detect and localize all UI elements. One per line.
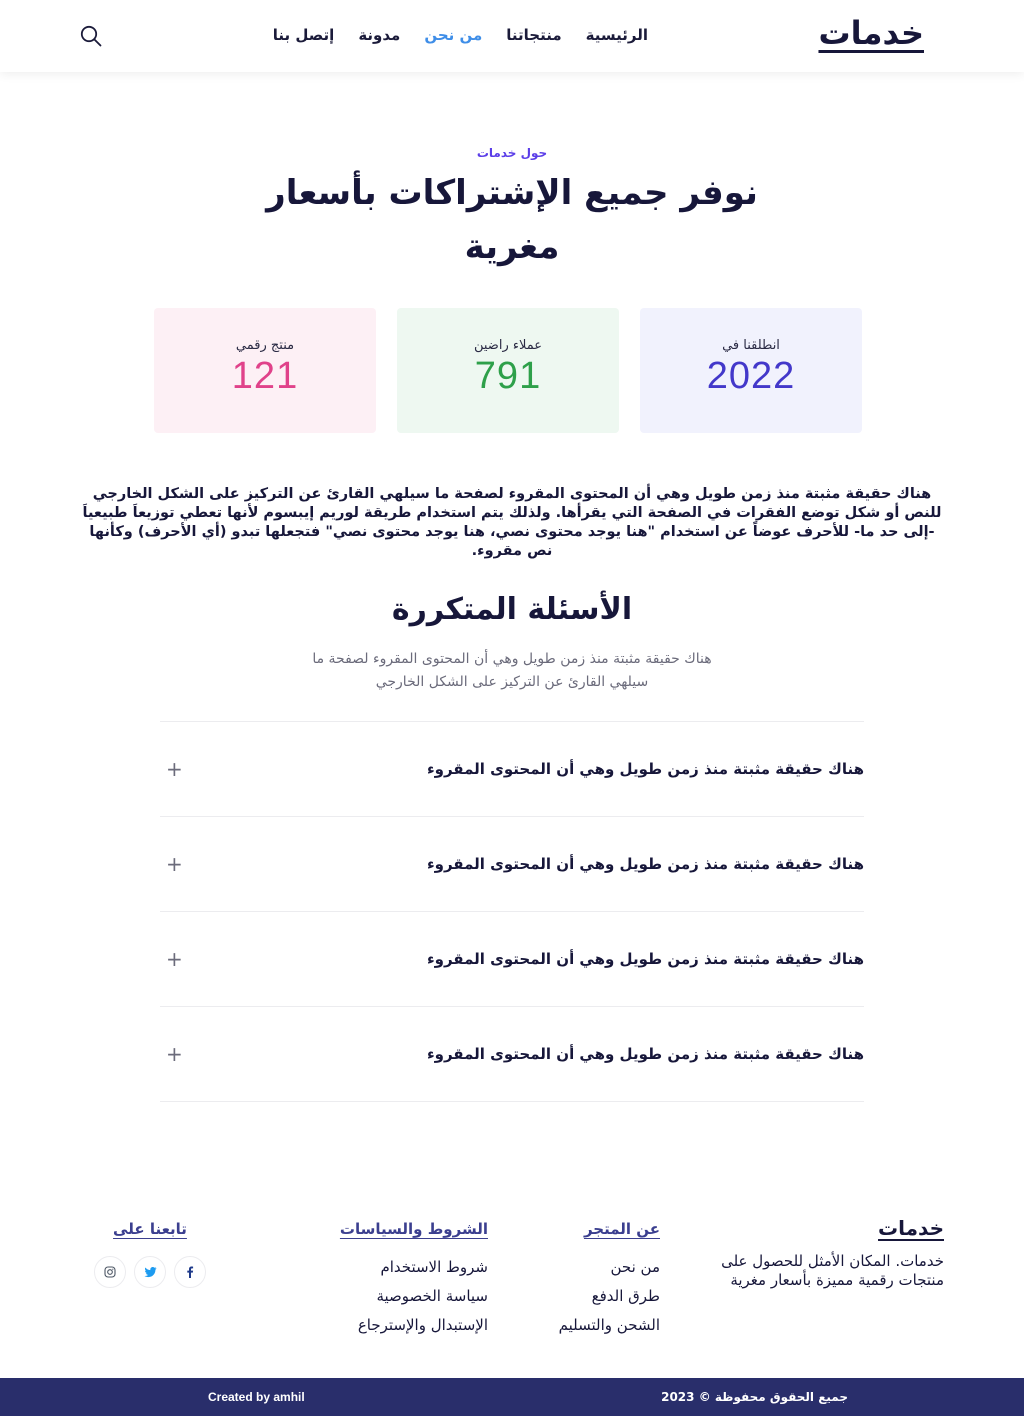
section-eyebrow: حول خدمات xyxy=(476,146,548,160)
instagram-icon[interactable] xyxy=(94,1256,126,1288)
nav-item-home[interactable]: الرئيسية xyxy=(585,26,648,44)
faq-question: هناك حقيقة مثبتة منذ زمن طويل وهي أن المحتوى المقروء xyxy=(426,855,864,873)
stat-card-products xyxy=(154,308,376,433)
main-nav xyxy=(273,26,648,44)
copyright-text: جميع الحقوق محفوظة © 2023 xyxy=(661,1390,848,1404)
site-header xyxy=(0,0,1024,72)
footer-link-payment[interactable]: طرق الدفع xyxy=(591,1287,660,1305)
facebook-icon[interactable] xyxy=(174,1256,206,1288)
footer-link-privacy[interactable]: سياسة الخصوصية xyxy=(376,1287,488,1305)
footer-brand xyxy=(714,1216,944,1290)
stat-value: 121 xyxy=(231,355,299,397)
footer-link-returns[interactable]: الإستبدال والإسترجاع xyxy=(357,1316,488,1334)
footer-column-title: الشروط والسياسات xyxy=(339,1220,488,1238)
search-icon[interactable] xyxy=(80,25,102,47)
faq-item[interactable] xyxy=(160,817,864,912)
nav-item-products[interactable]: منتجاتنا xyxy=(506,26,562,44)
footer-bottom-bar xyxy=(0,1378,1024,1416)
plus-icon[interactable]: + xyxy=(166,757,183,781)
nav-item-contact[interactable]: إتصل بنا xyxy=(272,26,335,44)
faq-question: هناك حقيقة مثبتة منذ زمن طويل وهي أن المحتوى المقروء xyxy=(426,760,864,778)
site-logo[interactable]: خدمات xyxy=(818,14,924,52)
footer-column-follow xyxy=(94,1220,206,1288)
footer-link-terms-of-use[interactable]: شروط الاستخدام xyxy=(380,1258,488,1276)
stat-card-founded xyxy=(640,308,862,433)
faq-item[interactable] xyxy=(160,1007,864,1102)
faq-title: الأسئلة المتكررة xyxy=(391,592,633,627)
stats-row xyxy=(154,308,862,433)
faq-item[interactable] xyxy=(160,912,864,1007)
footer-description: خدمات. المكان الأمثل للحصول على منتجات رقمية مميزة بأسعار مغرية xyxy=(721,1252,944,1289)
faq-question: هناك حقيقة مثبتة منذ زمن طويل وهي أن المحتوى المقروء xyxy=(426,1045,864,1063)
social-links xyxy=(94,1256,206,1288)
intro-paragraph: هناك حقيقة مثبتة منذ زمن طويل وهي أن المحتوى المقروء لصفحة ما سيلهي القارئ عن التركيز على الشكل الخارجي للنص أو شكل توضع الفقرات في الصفحة التي يقرأها. ولذلك يتم استخدام طريقة لوريم إيبسوم لأنها تعطي توزيعاَ طبيعياَ -إلى حد ما- للأحرف عوضاً عن استخدام "هنا يوجد محتوى نصي، هنا يوجد محتوى نصي" فتجعلها تبدو (أي الأحرف) وكأنها نص مقروء. xyxy=(82,486,942,559)
faq-list xyxy=(160,721,864,1102)
footer-column-title: تابعنا على xyxy=(113,1220,187,1238)
footer-link-about[interactable]: من نحن xyxy=(610,1258,660,1276)
credit-text: Created by amhil xyxy=(208,1390,305,1404)
faq-subtitle: هناك حقيقة مثبتة منذ زمن طويل وهي أن المحتوى المقروء لصفحة ما سيلهي القارئ عن التركيز على الشكل الخارجي xyxy=(312,651,712,690)
hero-title: نوفر جميع الإشتراكات بأسعار مغرية xyxy=(266,173,758,267)
plus-icon[interactable]: + xyxy=(166,947,183,971)
footer-link-shipping[interactable]: الشحن والتسليم xyxy=(558,1316,660,1334)
stat-value: 791 xyxy=(474,355,542,397)
footer-column-title: عن المتجر xyxy=(583,1220,660,1238)
stat-value: 2022 xyxy=(706,355,796,397)
stat-label: انطلقنا في xyxy=(722,338,780,353)
faq-question: هناك حقيقة مثبتة منذ زمن طويل وهي أن المحتوى المقروء xyxy=(426,950,864,968)
footer-logo[interactable]: خدمات xyxy=(878,1216,944,1240)
stat-label: عملاء راضين xyxy=(473,338,543,353)
twitter-icon[interactable] xyxy=(134,1256,166,1288)
nav-item-about[interactable]: من نحن xyxy=(424,26,483,44)
plus-icon[interactable]: + xyxy=(166,1042,183,1066)
stat-card-clients xyxy=(397,308,619,433)
nav-item-blog[interactable]: مدونة xyxy=(358,26,401,44)
stat-label: منتج رقمي xyxy=(235,338,295,353)
plus-icon[interactable]: + xyxy=(166,852,183,876)
footer-column-store xyxy=(559,1220,660,1345)
footer-column-terms xyxy=(340,1220,488,1345)
faq-item[interactable] xyxy=(160,722,864,817)
